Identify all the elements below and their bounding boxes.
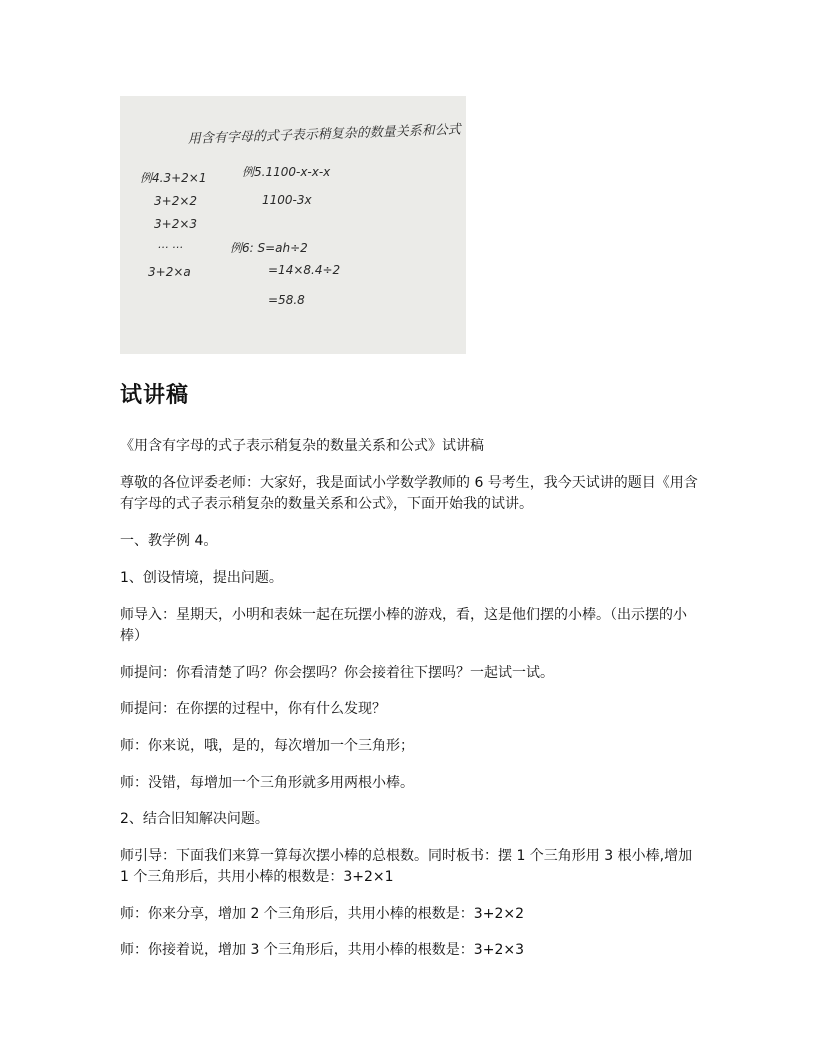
handwritten-note-drawing — [120, 96, 466, 354]
note-example4-line4: … … — [158, 238, 184, 251]
paragraph-step-two: 2、结合旧知解决问题。 — [120, 811, 269, 827]
paragraph-greeting: 尊敬的各位评委老师：大家好，我是面试小学数学教师的 6 号考生，我今天试讲的题目《用含有字母的式子表示稍复杂的数量关系和公式》，下面开始我的试讲。 — [120, 475, 698, 512]
handwritten-note-photo — [120, 96, 466, 354]
note-title: 用含有字母的式子表示稍复杂的数量关系和公式 — [187, 122, 461, 147]
paragraph-guide: 师引导：下面我们来算一算每次摆小棒的总根数。同时板书：摆 1 个三角形用 3 根小棒,增加 1 个三角形后，共用小棒的根数是：3+2×1 — [120, 848, 697, 885]
paragraph-answer-two: 师：没错，每增加一个三角形就多用两根小棒。 — [120, 775, 414, 791]
paragraph-step-one: 1、创设情境，提出问题。 — [120, 570, 283, 586]
note-example4-line3: 3+2×3 — [154, 217, 198, 231]
note-example5-line2: 1100-3x — [262, 193, 312, 207]
paragraph-section-one: 一、教学例 4。 — [120, 533, 218, 549]
note-example6-line3: =58.8 — [268, 293, 305, 307]
note-example6-line1: 例6: S=ah÷2 — [230, 241, 308, 255]
note-example4-line1: 例4.3+2×1 — [140, 171, 207, 185]
paragraph-question-two: 师提问：在你摆的过程中，你有什么发现？ — [120, 701, 386, 717]
paragraph-answer-one: 师：你来说，哦，是的，每次增加一个三角形； — [120, 738, 414, 754]
section-heading: 试讲稿 — [120, 383, 190, 408]
paragraph-intro: 师导入：星期天，小明和表妹一起在玩摆小棒的游戏，看，这是他们摆的小棒。（出示摆的小棒） — [120, 607, 687, 644]
note-example4-line2: 3+2×2 — [154, 194, 198, 208]
note-example5-line1: 例5.1100-x-x-x — [242, 165, 331, 179]
paragraph-share: 师：你来分享，增加 2 个三角形后，共用小棒的根数是：3+2×2 — [120, 906, 524, 922]
paragraph-continue: 师：你接着说，增加 3 个三角形后，共用小棒的根数是：3+2×3 — [120, 942, 524, 958]
note-example6-line2: =14×8.4÷2 — [268, 263, 341, 277]
paragraph-question-one: 师提问：你看清楚了吗？你会摆吗？你会接着往下摆吗？一起试一试。 — [120, 665, 554, 681]
paragraph-title: 《用含有字母的式子表示稍复杂的数量关系和公式》试讲稿 — [120, 438, 484, 454]
note-example4-line5: 3+2×a — [148, 265, 191, 279]
